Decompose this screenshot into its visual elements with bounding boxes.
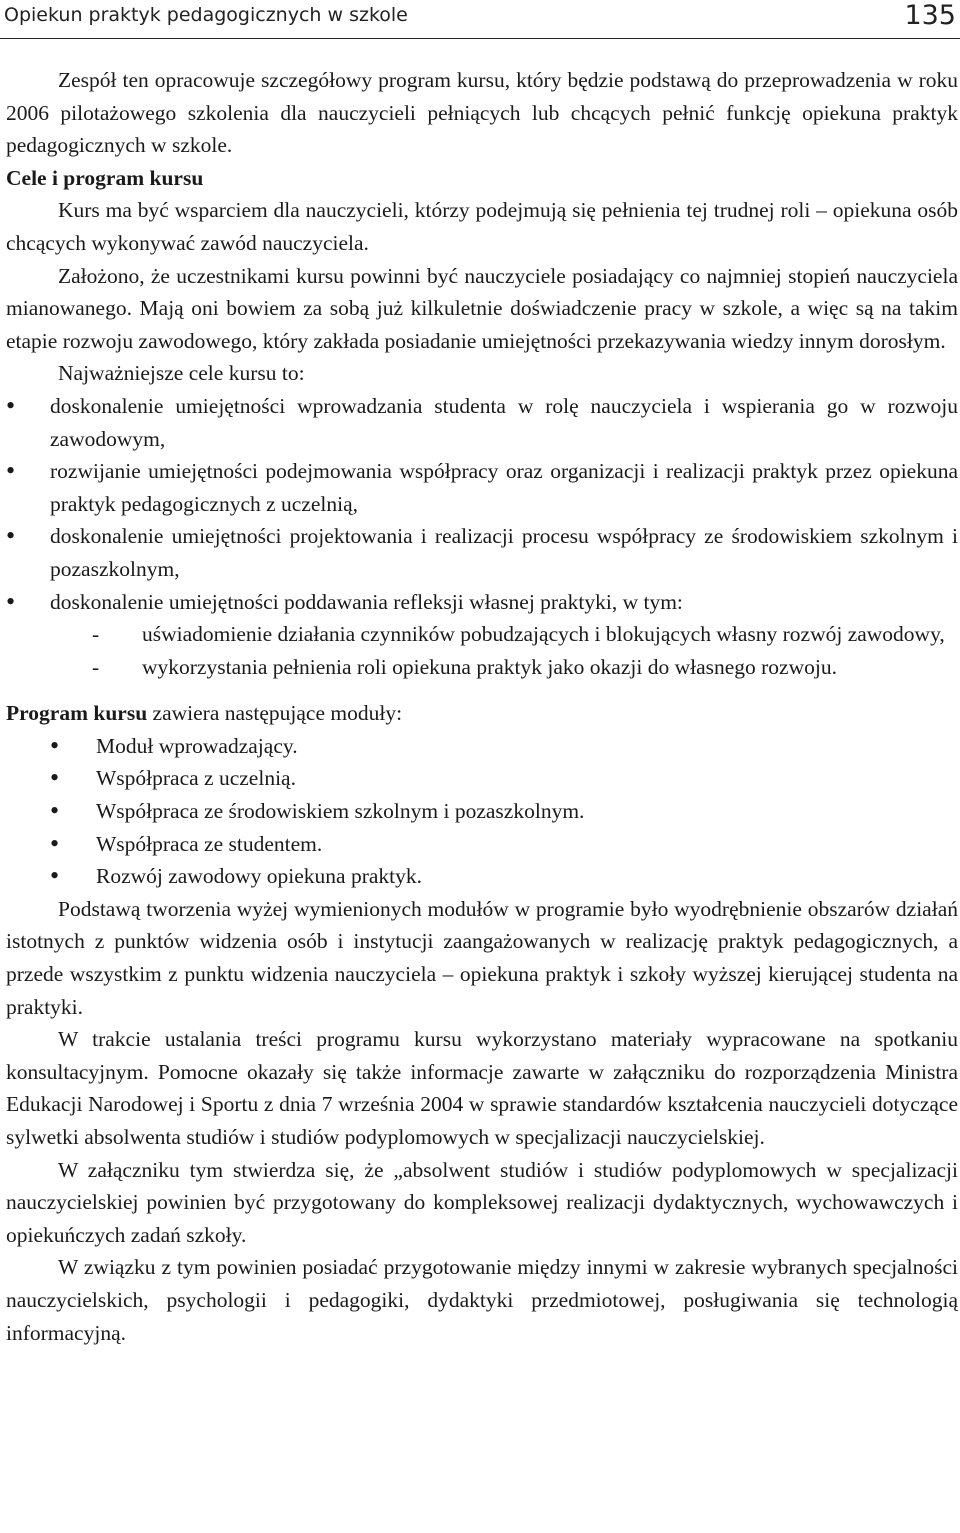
goals-list bbox=[6, 390, 958, 683]
list-item: • Rozwój zawodowy opiekuna praktyk. bbox=[6, 860, 958, 893]
list-item: • Współpraca z uczelnią. bbox=[6, 762, 958, 795]
paragraph-modules-basis: Podstawą tworzenia wyżej wymienionych modułów w programie było wyodrębnienie obszarów działań istotnych z punktów widzenia osób i instytucji zaangażowanych w realizację praktyk pedagogicznych, a przede wszystkim z punktu widzenia nauczyciela – opiekuna praktyk i szkoły wyższej kierującej studenta na praktyki. bbox=[6, 896, 958, 1019]
paragraph-participants: Założono, że uczestnikami kursu powinni być nauczyciele posiadający co najmniej stopień nauczyciela mianowanego. Mają oni bowiem za sobą już kilkuletnie doświadczenie pracy w szkole, a więc są na takim etapie rozwoju zawodowego, który zakłada posiadanie umiejętności przekazywania wiedzy innym dorosłym. bbox=[6, 263, 958, 353]
program-intro bbox=[6, 697, 958, 730]
list-item bbox=[6, 586, 958, 684]
program-intro-rest: zawiera następujące moduły: bbox=[147, 701, 403, 726]
paragraph-course-purpose: Kurs ma być wsparciem dla nauczycieli, którzy podejmują się pełnienia tej trudnej roli – opiekuna osób chcących wykonywać zawód nauczyciela. bbox=[6, 198, 958, 255]
list-item: • Moduł wprowadzający. bbox=[6, 730, 958, 763]
subgoals-list bbox=[6, 618, 958, 683]
section-heading: Cele i program kursu bbox=[6, 165, 204, 190]
running-title: Opiekun praktyk pedagogicznych w szkole bbox=[4, 4, 408, 26]
page-header bbox=[0, 0, 960, 39]
goals-intro: Najważniejsze cele kursu to: bbox=[58, 361, 305, 386]
paragraph-preparation: W związku z tym powinien posiadać przygotowanie między innymi w zakresie wybranych specjalności nauczycielskich, psychologii i pedagogiki, dydaktyki przedmiotowej, posługiwania się technologią informacyjną. bbox=[6, 1255, 958, 1345]
paragraph-annex: W załączniku tym stwierdza się, że „absolwent studiów i studiów podyplomowych w specjalizacji nauczycielskiej powinien być przygotowany do kompleksowej realizacji dydaktycznych, wychowawczych i opiekuńczych zadań szkoły. bbox=[6, 1157, 958, 1247]
list-item: - uświadomienie działania czynników pobudzających i blokujących własny rozwój zawodowy, bbox=[6, 618, 958, 651]
modules-list bbox=[6, 730, 958, 893]
page-body bbox=[6, 64, 958, 1349]
paragraph-sources: W trakcie ustalania treści programu kursu wykorzystano materiały wypracowane na spotkaniu konsultacyjnym. Pomocne okazały się także informacje zawarte w załączniku do rozporządzenia Ministra Edukacji Narodowej i Sportu z dnia 7 września 2004 w sprawie standardów kształcenia nauczycieli dotyczące sylwetki absolwenta studiów i studiów podyplomowych w specjalizacji nauczycielskiej. bbox=[6, 1027, 958, 1149]
list-item-text: doskonalenie umiejętności poddawania refleksji własnej praktyki, w tym: bbox=[50, 589, 683, 614]
list-item: • doskonalenie umiejętności projektowania i realizacji procesu współpracy ze środowiskiem szkolnym i pozaszkolnym, bbox=[6, 520, 958, 585]
page-number: 135 bbox=[904, 0, 956, 31]
program-bold-label: Program kursu bbox=[6, 701, 148, 726]
list-item: - wykorzystania pełnienia roli opiekuna praktyk jako okazji do własnego rozwoju. bbox=[6, 651, 958, 684]
paragraph-intro: Zespół ten opracowuje szczegółowy program kursu, który będzie podstawą do przeprowadzenia w roku 2006 pilotażowego szkolenia dla nauczycieli pełniących lub chcących pełnić funkcję opiekuna praktyk pedagogicznych w szkole. bbox=[6, 68, 958, 158]
list-item: • Współpraca ze studentem. bbox=[6, 828, 958, 861]
list-item: • Współpraca ze środowiskiem szkolnym i pozaszkolnym. bbox=[6, 795, 958, 828]
list-item: • rozwijanie umiejętności podejmowania współpracy oraz organizacji i realizacji praktyk przez opiekuna praktyk pedagogicznych z uczelnią, bbox=[6, 455, 958, 520]
list-item: • doskonalenie umiejętności wprowadzania studenta w rolę nauczyciela i wspierania go w rozwoju zawodowym, bbox=[6, 390, 958, 455]
